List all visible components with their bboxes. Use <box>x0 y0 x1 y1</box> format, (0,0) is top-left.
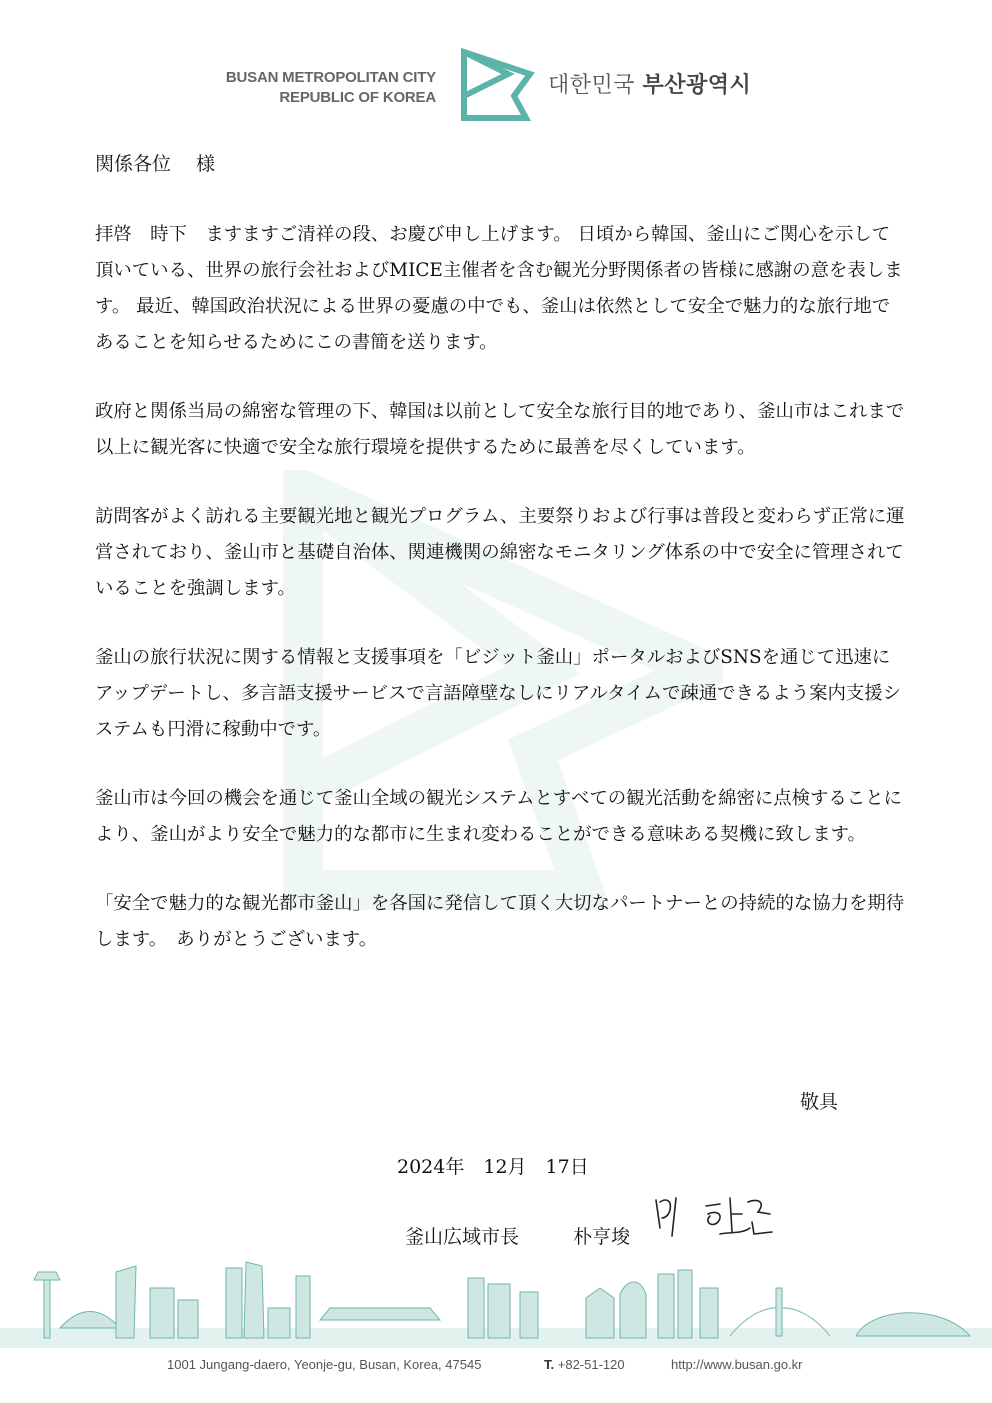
kr-city: 부산광역시 <box>642 73 752 98</box>
skyline-illustration <box>0 1258 992 1348</box>
paragraph-2: 政府と関係当局の綿密な管理の下、韓国は以前として安全な旅行目的地であり、釜山市はこれまで以上に観光客に快適で安全な旅行環境を提供するために最善を尽くしています。 <box>95 401 905 458</box>
signer-title: 釜山広域市長 <box>405 1226 520 1248</box>
salutation: 関係各位 様 <box>95 153 216 175</box>
city-name-kr <box>548 68 751 99</box>
signature-block <box>405 1222 630 1249</box>
letter-body <box>95 217 905 991</box>
closing: 敬具 <box>800 1091 839 1113</box>
tel-label: T. <box>544 1357 555 1372</box>
footer-tel <box>544 1357 625 1372</box>
paragraph-4: 釜山の旅行状況に関する情報と支援事項を「ビジット釜山」ポータルおよびSNSを通じて迅速にアップデートし、多言語支援サービスで言語障壁なしにリアルタイムで疎通できるよう案内支援システムも円滑に稼動中です。 <box>95 647 902 740</box>
paragraph-5: 釜山市は今回の機会を通じて釜山全域の観光システムとすべての観光活動を綿密に点検することにより、釜山がより安全で魅力的な都市に生まれ変わることができる意味ある契機に致します。 <box>95 788 902 845</box>
paragraph-3: 訪問客がよく訪れる主要観光地と観光プログラム、主要祭りおよび行事は普段と変わらず正常に運営されており、釜山市と基礎自治体、関連機関の綿密なモニタリング体系の中で安全に管理されていることを強調します。 <box>95 506 905 599</box>
busan-logo-icon <box>458 48 538 124</box>
city-name-en <box>214 68 436 108</box>
tel-number: +82-51-120 <box>557 1357 625 1372</box>
footer-address: 1001 Jungang-daero, Yeonje-gu, Busan, Korea, 47545 <box>167 1357 482 1372</box>
city-name-line: BUSAN METROPOLITAN CITY <box>225 69 436 86</box>
kr-prefix: 대한민국 <box>548 73 636 98</box>
handwritten-signature <box>650 1188 780 1248</box>
paragraph-1: 拝啓 時下 ますますご清祥の段、お慶び申し上げます。 日頃から韓国、釜山にご関心を示して頂いている、世界の旅行会社およびMICE主催者を含む観光分野関係者の皆様に感謝の意を表します。 最近、韓国政治状況による世界の憂慮の中でも、釜山は依然として安全で魅力的な旅行地であることを知らせるためにこの書簡を送ります。 <box>95 224 903 353</box>
signer-name: 朴亨埈 <box>573 1226 631 1248</box>
country-name-line: REPUBLIC OF KOREA <box>279 89 436 106</box>
letter-date: 2024年 12月 17日 <box>397 1156 589 1178</box>
paragraph-6: 「安全で魅力的な観光都市釜山」を各国に発信して頂く大切なパートナーとの持続的な協力を期待します。 ありがとうございます。 <box>95 893 905 950</box>
footer-url[interactable]: http://www.busan.go.kr <box>671 1357 803 1372</box>
